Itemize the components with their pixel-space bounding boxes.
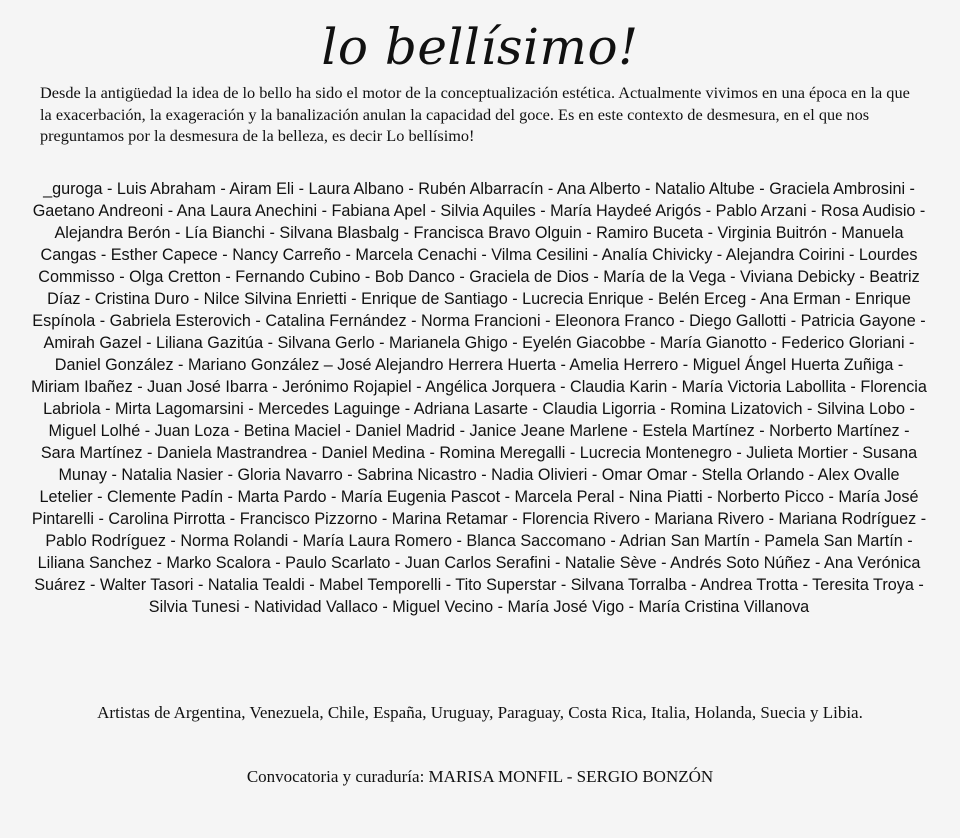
- countries-line: Artistas de Argentina, Venezuela, Chile, España, Uruguay, Paraguay, Costa Rica, Italia, Holanda, Suecia y Libia.: [97, 703, 863, 722]
- intro-paragraph: Desde la antigüedad la idea de lo bello ha sido el motor de la conceptualización estética. Actualmente vivimos en una época en la que la exacerbación, la exageración y la banalización anulan la capacidad del goce. Es en este contexto de desmesura, en el que nos preguntamos por la desmesura de la belleza, es decir Lo bellísimo!: [40, 83, 910, 145]
- page-title: lo bellísimo!: [321, 18, 639, 76]
- curators-line: Convocatoria y curaduría: MARISA MONFIL - SERGIO BONZÓN: [246, 767, 714, 786]
- artist-list: _guroga - Luis Abraham - Airam Eli - Laura Albano - Rubén Albarracín - Ana Alberto - Natalio Altube - Graciela Ambrosini - Gaetano Andreoni - Ana Laura Anechini - Fabiana Apel - Silvia Aquiles - María Haydeé Arigós - Pablo Arzani - Rosa Audisio - Alejandra Berón - Lía Bianchi - Silvana Blasbalg - Francisca Bravo Olguin - Ramiro Buceta - Virginia Buitrón - Manuela Cangas - Esther Capece - Nancy Carreño - Marcela Cenachi - Vilma Cesilini - Analía Chivicky - Alejandra Coirini - Lourdes Commisso - Olga Cretton - Fernando Cubino - Bob Danco - Graciela de Dios - María de la Vega - Viviana Debicky - Beatriz Díaz - Cristina Duro - Nilce Silvina Enrietti - Enrique de Santiago - Lucrecia Enrique - Belén Erceg - Ana Erman - Enrique Espínola - Gabriela Esterovich - Catalina Fernández - Norma Francioni - Eleonora Franco - Diego Gallotti - Patricia Gayone - Amirah Gazel - Liliana Gazitúa - Silvana Gerlo - Marianela Ghigo - Eyelén Giacobbe - María Gianotto - Federico Gloriani - Daniel González - Mariano González – José Alejandro Herrera Huerta - Amelia Herrero - Miguel Ángel Huerta Zuñiga - Miriam Ibañez - Juan José Ibarra - Jerónimo Rojapiel - Angélica Jorquera - Claudia Karin - María Victoria Labollita - Florencia Labriola - Mirta Lagomarsini - Mercedes Laguinge - Adriana Lasarte - Claudia Ligorria - Romina Lizatovich - Silvina Lobo - Miguel Lolhé - Juan Loza - Betina Maciel - Daniel Madrid - Janice Jeane Marlene - Estela Martínez - Norberto Martínez - Sara Martínez - Daniela Mastrandrea - Daniel Medina - Romina Meregalli - Lucrecia Montenegro - Julieta Mortier - Susana Munay - Natalia Nasier - Gloria Navarro - Sabrina Nicastro - Nadia Olivieri - Omar Omar - Stella Orlando - Alex Ovalle Letelier - Clemente Padín - Marta Pardo - María Eugenia Pascot - Marcela Peral - Nina Piatti - Norberto Picco - María José Pintarelli - Carolina Pirrotta - Francisco Pizzorno - Marina Retamar - Florencia Rivero - Mariana Rivero - Mariana Rodríguez - Pablo Rodríguez - Norma Rolandi - María Laura Romero - Blanca Saccomano - Adrian San Martín - Pamela San Martín - Liliana Sanchez - Marko Scalora - Paulo Scarlato - Juan Carlos Serafini - Natalie Sève - Andrés Soto Núñez - Ana Verónica Suárez - Walter Tasori - Natalia Tealdi - Mabel Temporelli - Tito Superstar - Silvana Torralba - Andrea Trotta - Teresita Troya - Silvia Tunesi - Natividad Vallaco - Miguel Vecino - María José Vigo - María Cristina Villanova: [31, 180, 927, 616]
